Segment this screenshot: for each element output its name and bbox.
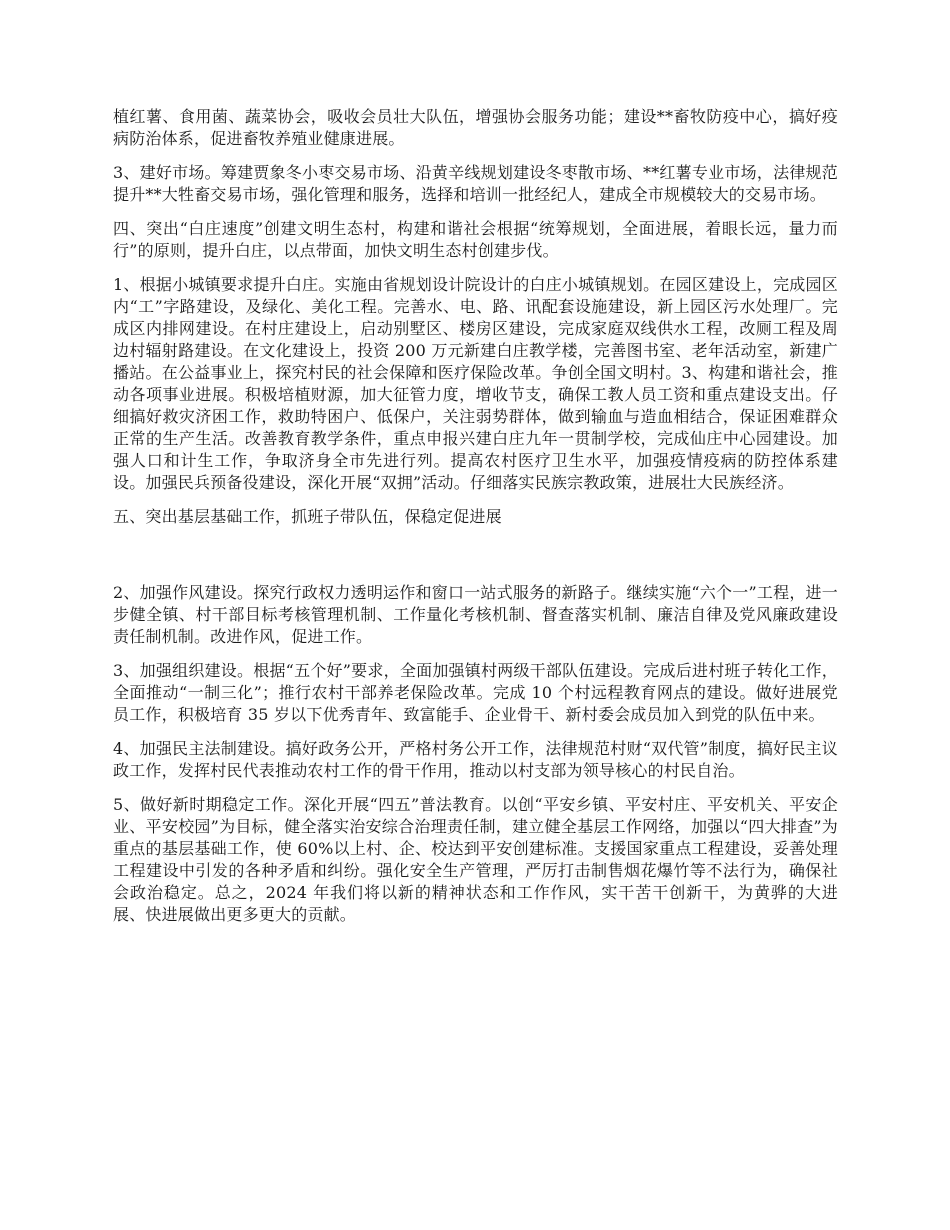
paragraph-section-four-heading: 四、突出“白庄速度”创建文明生态村，构建和谐社会根据“统筹规划，全面进展，着眼长远，量力而行”的原则，提升白庄，以点带面，加快文明生态村创建步伐。 [113,219,838,260]
paragraph-baizhuang-town-plan: 1、根据小城镇要求提升白庄。实施由省规划设计院设计的白庄小城镇规划。在园区建设上，完成园区内“工”字路建设，及绿化、美化工程。完善水、电、路、讯配套设施建设，新上园区污水处理厂。完成区内排网建设。在村庄建设上，启动别墅区、楼房区建设，完成家庭双线供水工程，改厕工程及周边村辐射路建设。在文化建设上，投资 200 万元新建白庄教学楼，完善图书室、老年活动室，新建广播站。在公益事业上，探究村民的社会保障和医疗保险改革。争创全国文明村。3、构建和谐社会，推动各项事业进展。积极培植财源，加大征管力度，增收节支，确保工教人员工资和重点建设支出。仔细搞好救灾济困工作，救助特困户、低保户，关注弱势群体，做到输血与造血相结合，保证困难群众正常的生产生活。改善教育教学条件，重点申报兴建白庄九年一贯制学校，完成仙庄中心园建设。加强人口和计生工作，争取济身全市先进行列。提高农村医疗卫生水平，加强疫情疫病的防控体系建设。加强民兵预备役建设，深化开展“双拥”活动。仔细落实民族宗教政策，进展壮大民族经济。 [113,275,838,492]
paragraph-organization-building: 3、加强组织建设。根据“五个好”要求，全面加强镇村两级干部队伍建设。完成后进村班子转化工作，全面推动“一制三化”；推行农村干部养老保险改革。完成 10 个村远程教育网点的建设。做好进展党员工作，积极培育 35 岁以下优秀青年、致富能手、企业骨干、新村委会成员加入到党的队伍中来。 [113,661,838,724]
paragraph-section-five-heading: 五、突出基层基础工作，抓班子带队伍，保稳定促进展 [113,507,502,526]
paragraph-stability-work: 5、做好新时期稳定工作。深化开展“四五”普法教育。以创“平安乡镇、平安村庄、平安机关、平安企业、平安校园”为目标，健全落实治安综合治理责任制，建立健全基层工作网络，加强以“四大排查”为重点的基层基础工作，使 60%以上村、企、校达到平安创建标准。支援国家重点工程建设，妥善处理工程建设中引发的各种矛盾和纠纷。强化安全生产管理，严厉打击制售烟花爆竹等不法行为，确保社会政治稳定。总之，2024 年我们将以新的精神状态和工作作风，实干苦干创新干，为黄骅的大进展、快进展做出更多更大的贡献。 [113,795,838,924]
paragraph-work-style: 2、加强作风建设。探究行政权力透明运作和窗口一站式服务的新路子。继续实施“六个一”工程，进一步健全镇、村干部目标考核管理机制、工作量化考核机制、督查落实机制、廉洁自律及党风廉政建设责任制机制。改进作风，促进工作。 [113,583,838,646]
blank-gap [113,540,838,582]
paragraph-build-markets: 3、建好市场。筹建贾象冬小枣交易市场、沿黄辛线规划建设冬枣散市场、**红薯专业市场，法律规范提升**大牲畜交易市场，强化管理和服务，选择和培训一批经纪人，建成全市规模较大的交易市场。 [113,163,838,204]
document-page [113,106,838,938]
paragraph-livestock-association: 植红薯、食用菌、蔬菜协会，吸收会员壮大队伍，增强协会服务功能；建设**畜牧防疫中心，搞好疫病防治体系，促进畜牧养殖业健康进展。 [113,107,838,148]
paragraph-democracy-legal: 4、加强民主法制建设。搞好政务公开，严格村务公开工作，法律规范村财“双代管”制度，搞好民主议政工作，发挥村民代表推动农村工作的骨干作用，推动以村支部为领导核心的村民自治。 [113,739,838,780]
